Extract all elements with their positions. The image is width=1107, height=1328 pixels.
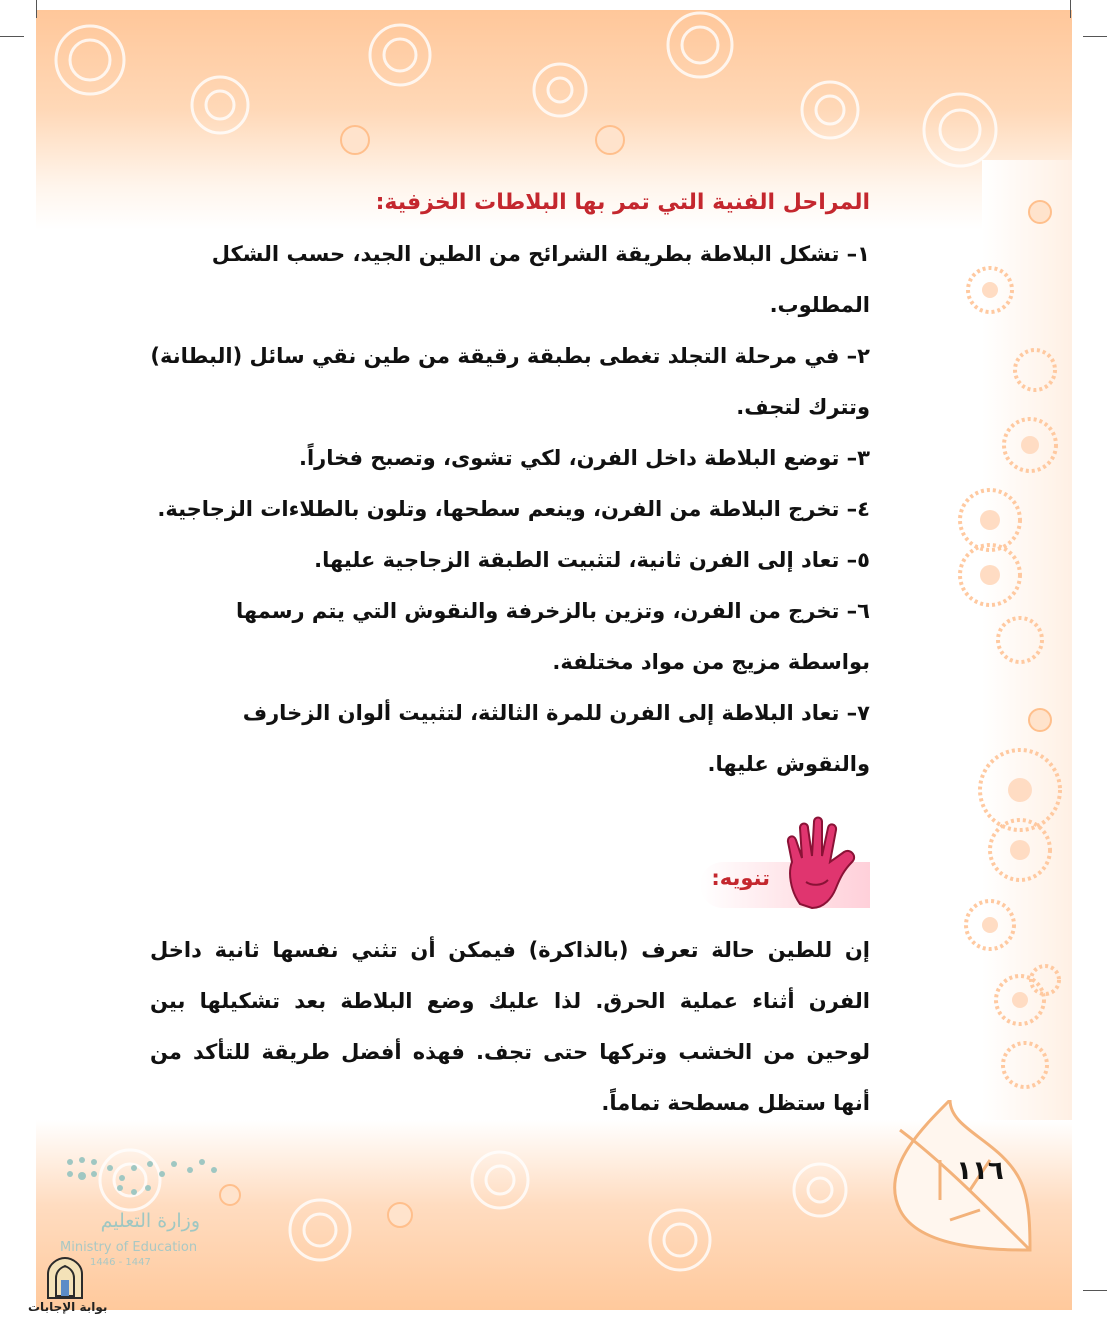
hand-icon	[778, 812, 874, 912]
crop-mark	[36, 0, 37, 18]
crop-mark	[1083, 1290, 1107, 1291]
list-item: ١– تشكل البلاطة بطريقة الشرائح من الطين الجيد، حسب الشكل المطلوب.	[211, 242, 870, 317]
crop-mark	[1070, 0, 1071, 18]
crop-mark	[0, 36, 24, 37]
ministry-name-en: Ministry of Education	[60, 1240, 198, 1255]
ministry-year: 1446 - 1447	[90, 1257, 151, 1268]
note-text: إن للطين حالة تعرف (بالذاكرة) فيمكن أن تثني نفسها ثانية داخل الفرن أثناء عملية الحرق. لذا عليك وضع البلاطة بعد تشكيلها بين لوحين من الخشب وتركها حتى تجف. فهذه أفضل طريقة للتأكد من أنها ستظل مسطحة تماماً.	[150, 938, 870, 1115]
steps-list	[150, 229, 870, 790]
list-item: ٢– في مرحلة التجلد تغطى بطبقة رقيقة من طين نقي سائل (البطانة) وتترك لتجف.	[150, 344, 870, 419]
note-label: تنويه:	[711, 866, 770, 890]
main-content	[150, 190, 870, 790]
ministry-name-ar: وزارة التعليم	[100, 1210, 200, 1232]
list-item: ٧– تعاد البلاطة إلى الفرن للمرة الثالثة، لتثبيت ألوان الزخارف والنقوش عليها.	[242, 701, 870, 776]
list-item: ٥– تعاد إلى الفرن ثانية، لتثبيت الطبقة الزجاجية عليها.	[314, 548, 870, 572]
list-item: ٤– تخرج البلاطة من الفرن، وينعم سطحها، وتلون بالطلاءات الزجاجية.	[157, 497, 870, 521]
crop-mark	[1083, 36, 1107, 37]
watermark-text: بوابة الإجابات	[28, 1300, 108, 1314]
list-item: ٦– تخرج من الفرن، وتزين بالزخرفة والنقوش التي يتم رسمها بواسطة مزيج من مواد مختلفة.	[236, 599, 870, 674]
section-heading: المراحل الفنية التي تمر بها البلاطات الخزفية:	[375, 190, 870, 215]
page-number: ١١٦	[956, 1156, 1004, 1186]
list-item: ٣– توضع البلاطة داخل الفرن، لكي تشوى، وتصبح فخاراً.	[299, 446, 870, 470]
watermark-logo-icon	[44, 1256, 86, 1300]
ministry-logo-icon	[60, 1152, 230, 1202]
